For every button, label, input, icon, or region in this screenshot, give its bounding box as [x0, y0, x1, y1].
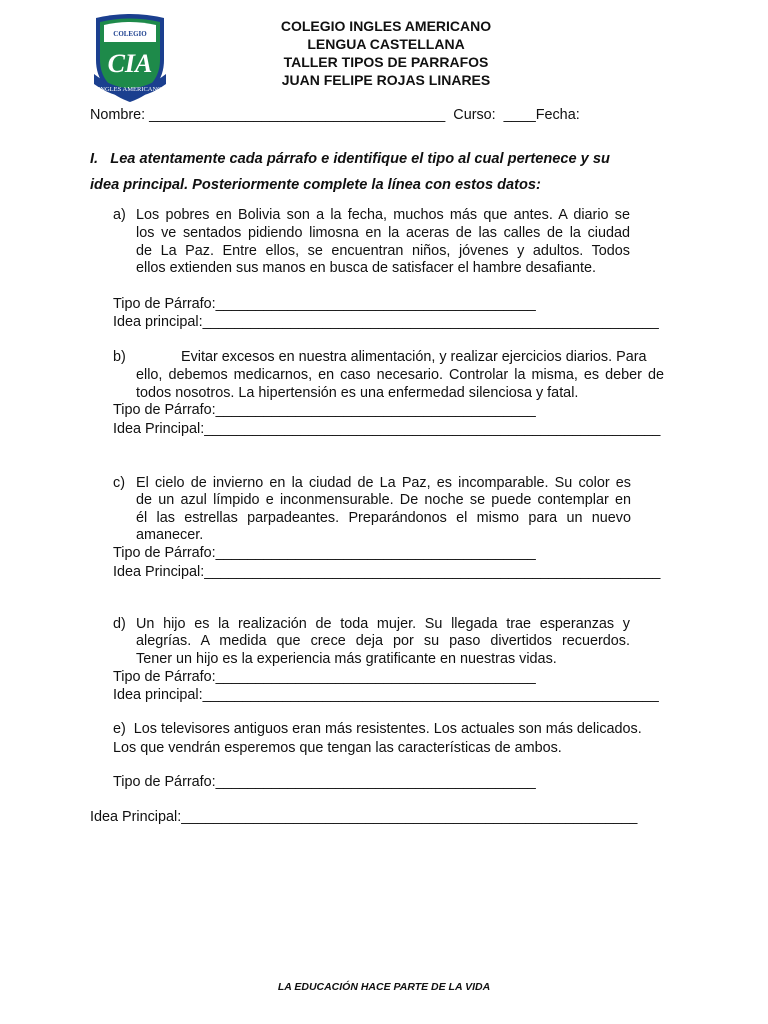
- paragraph-d-idea-field[interactable]: Idea principal:_________________________________________________________: [113, 687, 659, 703]
- paragraph-c-line-1: El cielo de invierno en la ciudad de La Paz, es incomparable. Su color es: [136, 475, 631, 491]
- instructions-line-2: idea principal. Posteriormente complete la línea con estos datos:: [90, 177, 541, 193]
- footer-motto: LA EDUCACIÓN HACE PARTE DE LA VIDA: [277, 981, 491, 993]
- paragraph-d-line-2: alegrías. A medida que crece deja por su paso divertidos recuerdos.: [136, 633, 630, 649]
- paragraph-d-line-1: Un hijo es la realización de toda mujer. Su llegada trae esperanzas y: [136, 616, 630, 632]
- subject-name: LENGUA CASTELLANA: [307, 36, 465, 52]
- paragraph-c-idea-field[interactable]: Idea Principal:_________________________________________________________: [113, 564, 661, 580]
- paragraph-a-marker: a): [113, 207, 126, 223]
- paragraph-c-tipo-field[interactable]: Tipo de Párrafo:________________________________________: [113, 545, 536, 561]
- instructions-line-1: I. Lea atentamente cada párrafo e identifique el tipo al cual pertenece y su: [90, 151, 610, 167]
- paragraph-c-line-3: él las estrellas parpadeantes. Preparándonos el mismo para un nuevo: [136, 510, 631, 526]
- paragraph-c-line-4: amanecer.: [136, 527, 204, 543]
- school-crest-logo: [90, 12, 170, 104]
- paragraph-c-line-2: de un azul límpido e inconmensurable. De noche se puede contemplar en: [136, 492, 631, 508]
- paragraph-a-idea-field[interactable]: Idea principal:_________________________________________________________: [113, 314, 659, 330]
- paragraph-a-tipo-field[interactable]: Tipo de Párrafo:________________________________________: [113, 296, 536, 312]
- paragraph-d-tipo-field[interactable]: Tipo de Párrafo:________________________________________: [113, 669, 536, 685]
- paragraph-a-line-3: de La Paz. Entre ellos, se encuentran niños, jóvenes y adultos. Todos: [136, 243, 630, 259]
- logo-monogram: CIA: [107, 49, 153, 78]
- document-header: [230, 17, 542, 89]
- paragraph-e-line-1: e) Los televisores antiguos eran más resistentes. Los actuales son más delicados.: [113, 721, 642, 737]
- paragraph-a-line-4: ellos extienden sus manos en busca de satisfacer el hambre desafiante.: [136, 260, 596, 276]
- logo-ribbon-text: INGLES AMERICANO: [98, 86, 162, 93]
- paragraph-b-line-3: todos nosotros. La hipertensión es una enfermedad silenciosa y fatal.: [136, 385, 579, 401]
- paragraph-d-line-3: Tener un hijo es la experiencia más gratificante en nuestras vidas.: [136, 651, 557, 667]
- paragraph-e-tipo-field[interactable]: Tipo de Párrafo:________________________________________: [113, 774, 536, 790]
- paragraph-a-line-2: los ve sentados pidiendo limosna en la aceras de las calles de la ciudad: [136, 225, 630, 241]
- paragraph-b-line-1: Evitar excesos en nuestra alimentación, y realizar ejercicios diarios. Para: [181, 349, 647, 365]
- paragraph-a-line-1: Los pobres en Bolivia son a la fecha, muchos más que antes. A diario se: [136, 207, 630, 223]
- paragraph-b-marker: b): [113, 349, 126, 365]
- paragraph-b-line-2: ello, debemos medicarnos, en caso necesario. Controlar la misma, es deber de: [136, 367, 664, 383]
- paragraph-e-line-2: Los que vendrán esperemos que tengan las características de ambos.: [113, 740, 562, 756]
- paragraph-b-idea-field[interactable]: Idea Principal:_________________________________________________________: [113, 421, 661, 437]
- worksheet-title: TALLER TIPOS DE PARRAFOS: [283, 54, 489, 70]
- paragraph-c-marker: c): [113, 475, 125, 491]
- logo-top-text: COLEGIO: [113, 30, 147, 38]
- school-name: COLEGIO INGLES AMERICANO: [280, 18, 492, 34]
- teacher-name: JUAN FELIPE ROJAS LINARES: [281, 72, 491, 88]
- paragraph-b-tipo-field[interactable]: Tipo de Párrafo:________________________________________: [113, 402, 536, 418]
- paragraph-d-marker: d): [113, 616, 126, 632]
- paragraph-e-idea-field[interactable]: Idea Principal:_________________________________________________________: [90, 809, 638, 825]
- student-info-line[interactable]: Nombre: _____________________________________ Curso: ____Fecha:: [90, 107, 580, 123]
